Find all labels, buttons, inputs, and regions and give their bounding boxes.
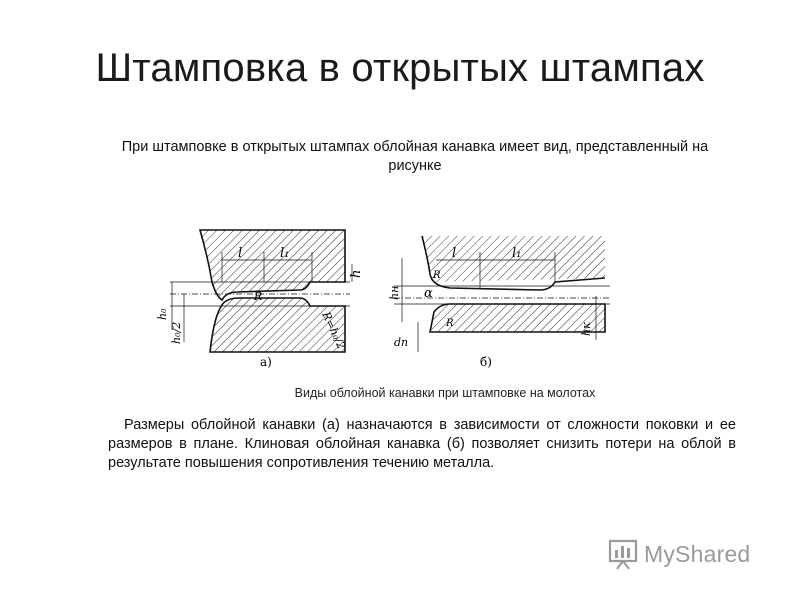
diagram-b-label-R-top: R — [433, 270, 441, 281]
diagram-a-sublabel: а) — [260, 355, 272, 369]
diagram-a — [156, 230, 364, 369]
diagram-b-label-alpha: α — [424, 286, 433, 301]
diagram-a-label-l: l — [238, 246, 243, 261]
diagram-a-label-R2: R=h₀/2 — [319, 309, 348, 352]
diagram-b-label-hk: hк — [580, 322, 593, 336]
diagram-a-label-R: R — [254, 290, 263, 303]
diagram-a-label-h0-2: h₀/2 — [170, 321, 183, 344]
diagram-a-label-h: h — [349, 269, 364, 278]
diagram-b-label-hn: hн — [388, 285, 401, 300]
flash-groove-figure — [150, 212, 620, 382]
diagram-a-label-h0: h₀ — [156, 308, 169, 320]
diagram-b-label-l1: l₁ — [512, 246, 522, 261]
intro-text: При штамповке в открытых штампах облойная канавка имеет вид, представленный на рисунке — [121, 139, 709, 174]
figure-caption: Виды облойной канавки при штамповке на молотах — [294, 386, 596, 400]
body-paragraph: Размеры облойной канавки (а) назначаются в зависимости от сложности поковки и ее размеров в плане. Клиновая облойная канавка (б) позволяет снизить потери на облой в результате повышения сопротивления течению металла. — [108, 417, 736, 471]
diagram-b-label-dp: dп — [394, 336, 409, 349]
diagram-b-sublabel: б) — [480, 355, 492, 369]
slide-title: Штамповка в открытых штампах — [95, 46, 705, 90]
diagram-b-lower-die — [430, 304, 605, 332]
myshared-logo — [606, 536, 750, 572]
diagram-b — [388, 236, 610, 369]
logo-text: MyShared — [644, 540, 751, 567]
diagram-b-label-l: l — [452, 246, 457, 261]
presentation-board-icon — [606, 537, 640, 571]
diagram-b-label-R-bottom: R — [446, 318, 454, 329]
diagram-a-label-l1: l₁ — [280, 246, 290, 261]
